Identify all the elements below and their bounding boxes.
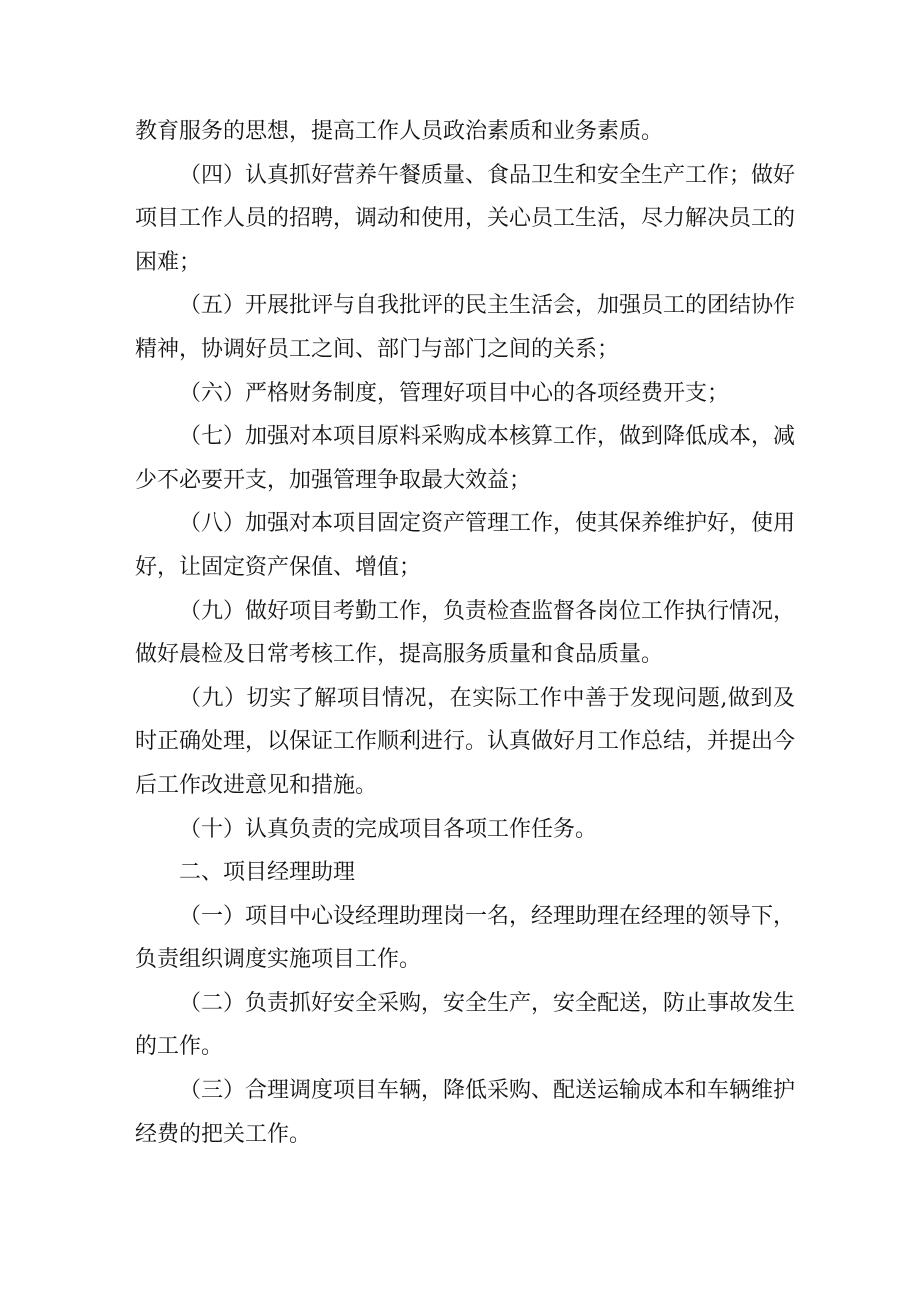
paragraph-continuation: 教育服务的思想，提高工作人员政治素质和业务素质。 xyxy=(135,119,664,144)
paragraph-item-9a: （九）做好项目考勤工作，负责检查监督各岗位工作执行情况，做好晨检及日常考核工作，提高服务质量和食品质量。 xyxy=(135,598,796,668)
paragraph-item-8: （八）加强对本项目固定资产管理工作，使其保养维护好，使用好，让固定资产保值、增值； xyxy=(135,511,796,580)
paragraph-item-4: （四）认真抓好营养午餐质量、食品卫生和安全生产工作；做好项目工作人员的招聘，调动和使用，关心员工生活，尽力解决员工的困难； xyxy=(135,162,796,275)
paragraph-item-5: （五）开展批评与自我批评的民主生活会，加强员工的团结协作精神，协调好员工之间、部门与部门之间的关系； xyxy=(135,293,796,362)
document-body xyxy=(135,110,795,1156)
paragraph-sub-3: （三）合理调度项目车辆，降低采购、配送运输成本和车辆维护经费的把关工作。 xyxy=(135,1078,796,1147)
paragraph-item-7: （七）加强对本项目原料采购成本核算工作，做到降低成本，减少不必要开支，加强管理争取最大效益； xyxy=(135,424,796,493)
paragraph-item-6: （六）严格财务制度，管理好项目中心的各项经费开支； xyxy=(179,380,730,406)
section-heading: 二、项目经理助理 xyxy=(179,860,356,886)
paragraph-item-9b: （九）切实了解项目情况，在实际工作中善于发现问题,做到及时正确处理，以保证工作顺利进行。认真做好月工作总结，并提出今后工作改进意见和措施。 xyxy=(135,685,796,798)
paragraph-sub-2: （二）负责抓好安全采购，安全生产，安全配送，防止事故发生的工作。 xyxy=(135,990,796,1060)
paragraph-sub-1: （一）项目中心设经理助理岗一名，经理助理在经理的领导下，负责组织调度实施项目工作。 xyxy=(135,903,796,973)
paragraph-item-10: （十）认真负责的完成项目各项工作任务。 xyxy=(179,816,598,842)
